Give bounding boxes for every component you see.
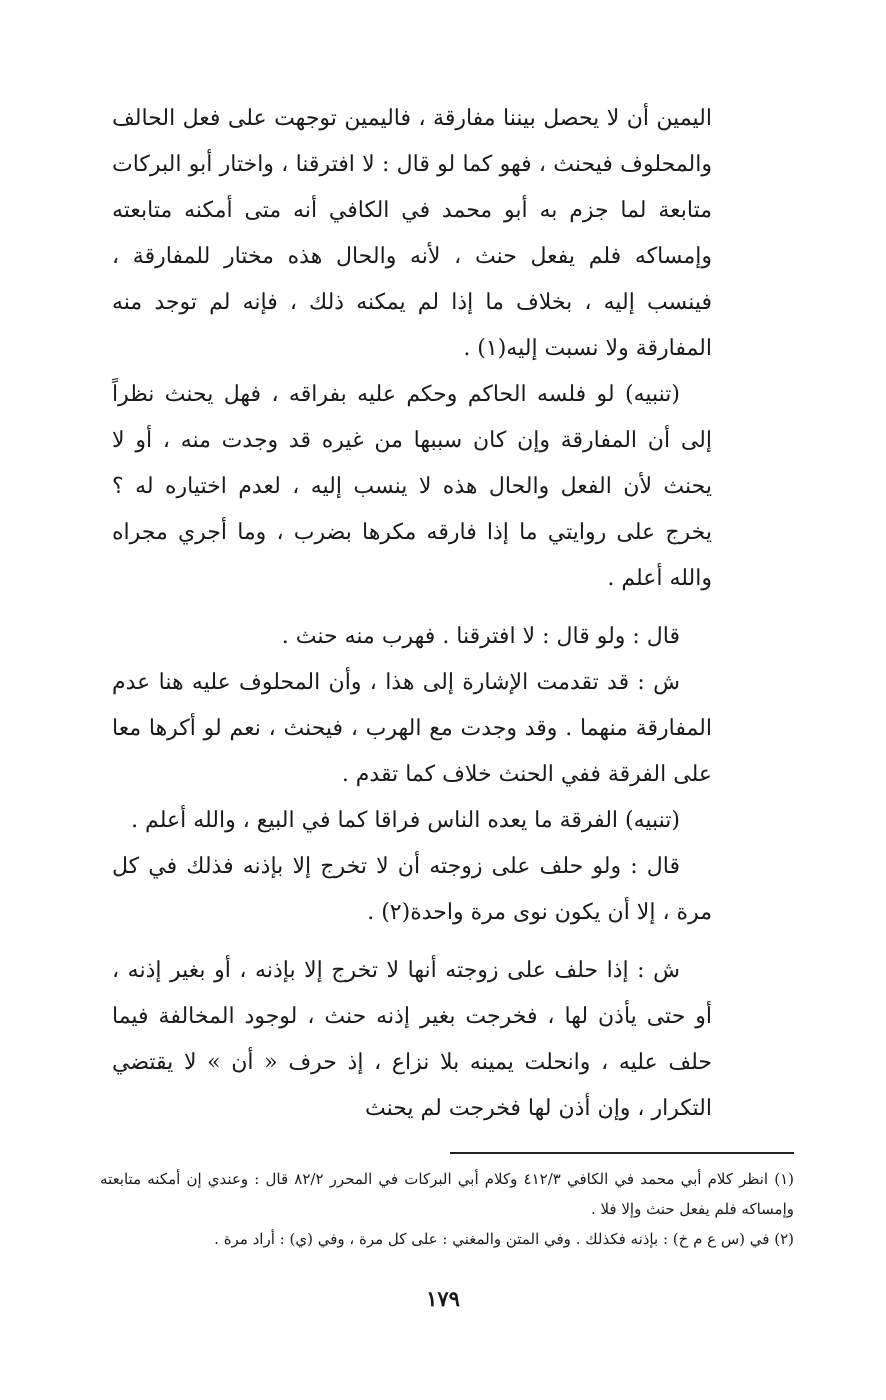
main-text-block <box>112 96 712 1132</box>
footnotes-block <box>100 1164 794 1254</box>
page-number: ١٧٩ <box>426 1286 460 1311</box>
paragraph-tanbih-bankruptcy: (تنبيه) لو فلسه الحاكم وحكم عليه بفراقه ، فهل يحنث نظراً إلى أن المفارقة وإن كان سببها من غيره قد وجدت منه ، أو لا يحنث لأن الفعل والحال هذه لا ينسب إليه ، لعدم اختياره له ؟ يخرج على روايتي ما إذا فارقه مكرها بضرب ، وما أجري مجراه والله أعلم . <box>112 382 712 591</box>
paragraph-tanbih-separation: (تنبيه) الفرقة ما يعده الناس فراقا كما في البيع ، والله أعلم . <box>131 808 680 833</box>
paragraph-sharh-fled: ش : قد تقدمت الإشارة إلى هذا ، وأن المحلوف عليه هنا عدم المفارقة منهما . وقد وجدت مع الهرب ، فيحنث ، نعم لو أكرها معا على الفرقة ففي الحنث خلاف كما تقدم . <box>112 670 712 787</box>
footnote-2: (٢) في (س ع م خ) : بإذنه فكذلك . وفي المتن والمغني : على كل مرة ، وفي (ي) : أراد مرة . <box>214 1230 794 1248</box>
footnote-1: (١) انظر كلام أبي محمد في الكافي ٤١٢/٣ وكلام أبي البركات في المحرر ٨٢/٢ قال : وعندي إن أمكنه متابعته وإمساكه فلم يفعل حنث وإلا فلا . <box>100 1170 795 1218</box>
footnote-divider <box>450 1152 794 1154</box>
paragraph-sharh-wife: ش : إذا حلف على زوجته أنها لا تخرج إلا بإذنه ، أو بغير إذنه ، أو حتى يأذن لها ، فخرجت بغير إذنه حنث ، لوجود المخالفة فيما حلف عليه ، وانحلت يمينه بلا نزاع ، إذ حرف « أن » لا يقتضي التكرار ، وإن أذن لها فخرجت لم يحنث <box>112 958 712 1121</box>
paragraph-continuation: اليمين أن لا يحصل بيننا مفارقة ، فاليمين توجهت على فعل الحالف والمحلوف فيحنث ، فهو كما لو قال : لا افترقنا ، واختار أبو البركات متابعة لما جزم به أبو محمد في الكافي أنه متى أمكنه متابعته وإمساكه فلم يفعل حنث ، لأنه والحال هذه مختار للمفارقة ، فينسب إليه ، بخلاف ما إذا لم يمكنه ذلك ، فإنه لم توجد منه المفارقة ولا نسبت إليه(١) . <box>112 106 712 361</box>
paragraph-qala-wife: قال : ولو حلف على زوجته أن لا تخرج إلا بإذنه فذلك في كل مرة ، إلا أن يكون نوى مرة واحدة(٢) . <box>112 854 712 925</box>
paragraph-qala-fled: قال : ولو قال : لا افترقنا . فهرب منه حنث . <box>281 624 680 649</box>
